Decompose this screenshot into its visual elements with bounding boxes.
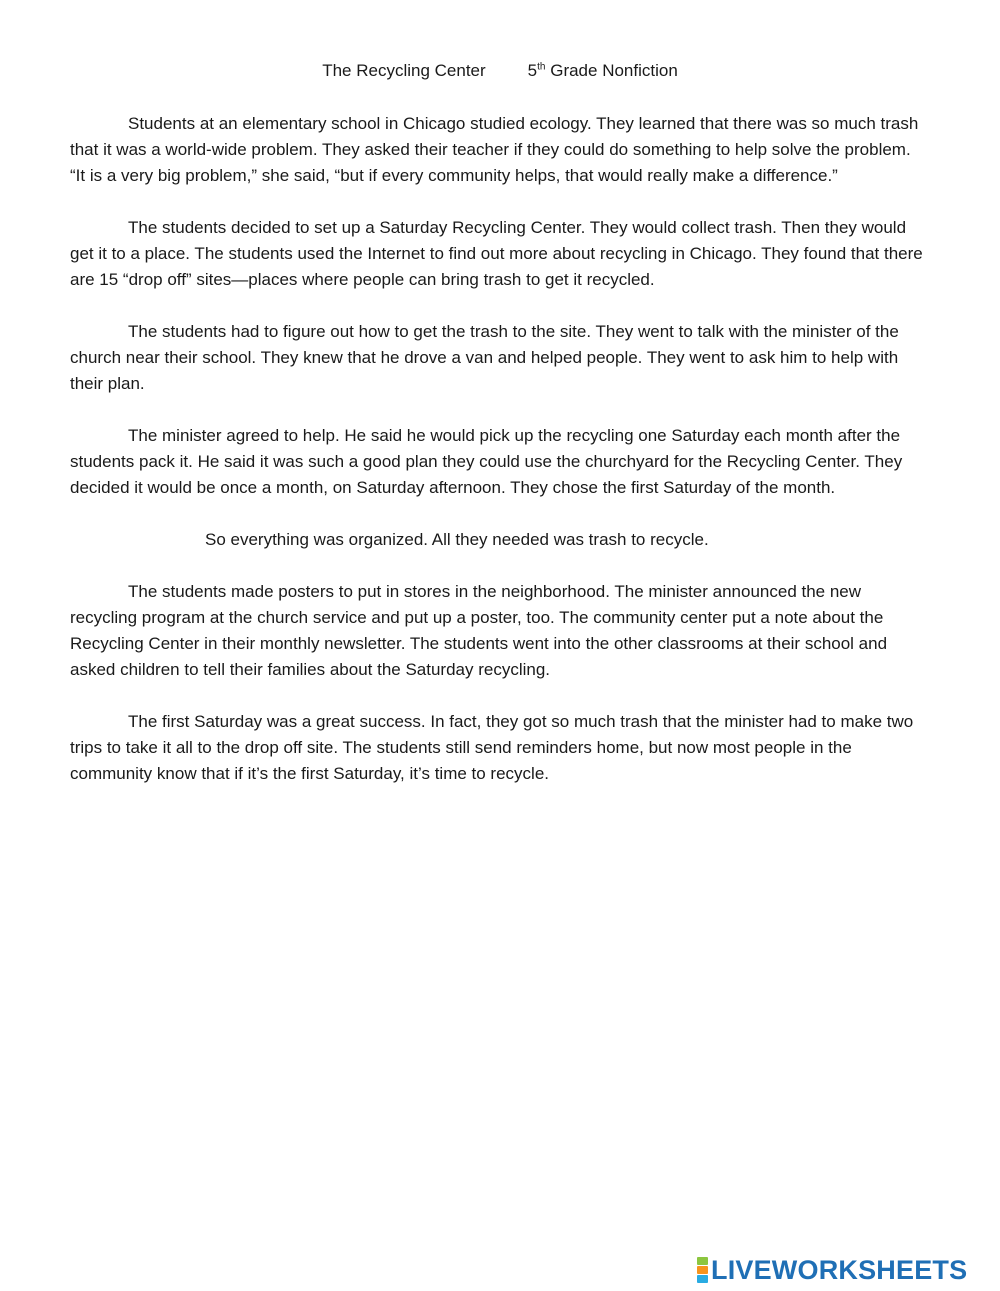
logo-text: LIVEWORKSHEETS (711, 1254, 968, 1285)
article-body (70, 111, 928, 813)
logo-block-blue (697, 1275, 708, 1283)
paragraph-7: The first Saturday was a great success. In fact, they got so much trash that the minister had to make two trips to take it all to the drop off site. The students still send reminders home, but now most people in the community know that if it’s the first Saturday, it’s time to recycle. (70, 712, 914, 783)
paragraph-6: The students made posters to put in stores in the neighborhood. The minister announced the new recycling program at the church service and put up a poster, too. The community center put a note about the Recycling Center in their monthly newsletter. The students went into the other classrooms at their school and asked children to tell their families about the Saturday recycling. (70, 582, 888, 679)
paragraph-2: The students decided to set up a Saturday Recycling Center. They would collect trash. Then they would get it to a place. The students used the Internet to find out more about recycling in Chicago. They found that there are 15 “drop off” sites—places where people can bring trash to get it recycled. (70, 218, 923, 289)
paragraph-4: The minister agreed to help. He said he would pick up the recycling one Saturday each month after the students pack it. He said it was such a good plan they could use the churchyard for the Recycling Center. They decided it would be once a month, on Saturday afternoon. They chose the first Saturday of the month. (70, 426, 903, 497)
logo-block-orange (697, 1266, 708, 1274)
grade-suffix: th (537, 61, 546, 73)
paragraph-1: Students at an elementary school in Chicago studied ecology. They learned that there was so much trash that it was a world-wide problem. They asked their teacher if they could do something to help solve the problem. “It is a very big problem,” she said, “but if every community helps, that would really make a difference.” (70, 114, 919, 185)
grade-label (528, 61, 678, 80)
logo-block-green (697, 1257, 708, 1265)
document-header (0, 60, 1000, 82)
paragraph-5: So everything was organized. All they needed was trash to recycle. (205, 530, 709, 549)
document-title: The Recycling Center (322, 61, 486, 80)
grade-number: 5 (527, 61, 538, 80)
paragraph-3: The students had to figure out how to get the trash to the site. They went to talk with the minister of the church near their school. They knew that he drove a van and helped people. They went to ask him to help with their plan. (70, 322, 899, 393)
liveworksheets-logo (697, 1255, 967, 1285)
grade-rest: Grade Nonfiction (550, 61, 678, 80)
liveworksheets-logo-icon (697, 1257, 708, 1283)
